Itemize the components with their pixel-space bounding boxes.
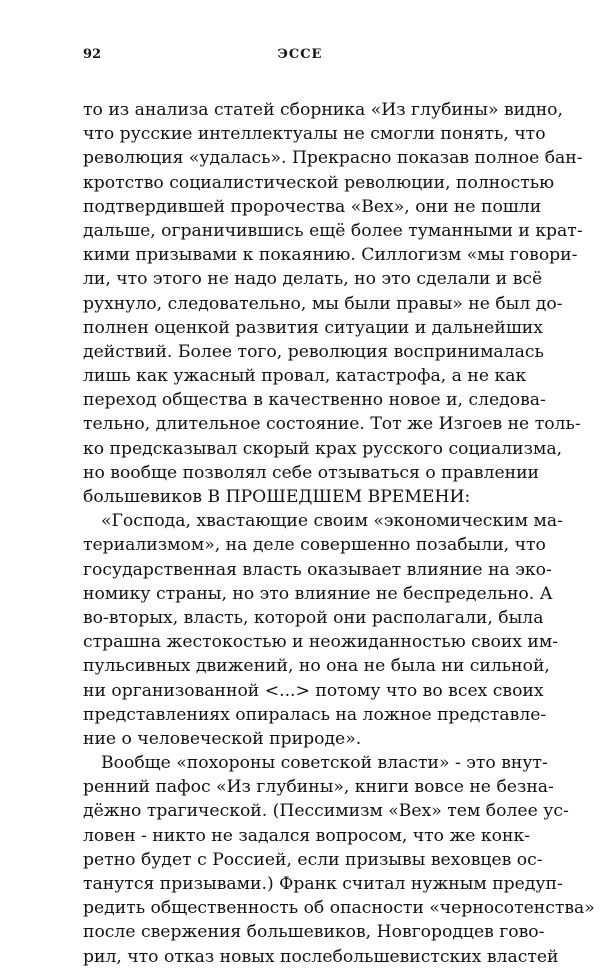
text-line: ли, что этого не надо делать, но это сделали и всё	[83, 269, 543, 290]
text-line: после свержения большевиков, Новгородцев гово-	[83, 922, 545, 943]
text-line: ни организованной <...> потому что во всех своих	[83, 680, 544, 701]
text-line: ко предсказывал скорый крах русского социализма,	[83, 438, 563, 459]
text-line: что русские интеллектуалы не смогли понять, что	[83, 124, 546, 145]
text-line: Вообще «похороны советской власти» - это внут-	[101, 753, 548, 774]
text-line: лишь как ужасный провал, катастрофа, а не как	[83, 366, 527, 387]
text-line: редить общественность об опасности «черносотенства»	[83, 898, 595, 919]
text-line: полнен оценкой развития ситуации и дальнейших	[83, 317, 543, 338]
text-line: ловен - никто не задался вопросом, что же конк-	[83, 825, 530, 846]
text-line: номику страны, но это влияние не беспредельно. А	[83, 583, 553, 604]
text-line: большевиков В ПРОШЕДШЕМ ВРЕМЕНИ:	[83, 487, 471, 507]
text-line: подтвердившей пророчества «Вех», они не пошли	[83, 196, 542, 217]
text-line: революция «удалась». Прекрасно показав полное бан-	[83, 148, 583, 169]
text-line: ретно будет с Россией, если призывы веховцев ос-	[83, 849, 543, 870]
text-line: то из анализа статей сборника «Из глубины» видно,	[83, 100, 563, 120]
text-line: тельно, длительное состояние. Тот же Изгоев не толь-	[83, 414, 581, 435]
text-line: танутся призывами.) Франк считал нужным предуп-	[83, 874, 563, 894]
text-line: но вообще позволял себе отзываться о правлении	[83, 462, 540, 483]
text-line: ренний пафос «Из глубины», книги вовсе не безна-	[83, 777, 554, 798]
text-line: рил, что отказ новых послебольшевистских властей	[83, 946, 559, 967]
running-title: ЭССЕ	[277, 47, 323, 62]
text-line: пульсивных движений, но она не была ни сильной,	[83, 656, 550, 677]
text-line: «Господа, хвастающие своим «экономическим ма-	[101, 511, 563, 532]
text-line: рухнуло, следовательно, мы были правы» не был до-	[83, 293, 563, 314]
text-line: переход общества в качественно новое и, следова-	[83, 390, 546, 411]
text-line: ние о человеческой природе».	[83, 728, 362, 749]
text-line: во-вторых, власть, которой они располагали, была	[83, 607, 544, 628]
text-line: кими призывами к покаянию. Силлогизм «мы говори-	[83, 245, 578, 266]
text-line: действий. Более того, революция воспринималась	[83, 341, 544, 362]
text-line: дёжно трагической. (Пессимизм «Вех» тем более ус-	[83, 801, 569, 822]
text-line: представлениях опиралась на ложное представле-	[83, 704, 547, 725]
text-line: государственная власть оказывает влияние на эко-	[83, 559, 552, 580]
page-number: 92	[83, 47, 102, 62]
text-line: териализмом», на деле совершенно позабыли, что	[83, 535, 546, 556]
text-line: страшна жестокостью и неожиданностью своих им-	[83, 632, 559, 653]
text-line: дальше, ограничившись ещё более туманными и крат-	[83, 220, 583, 241]
body-text	[83, 98, 595, 969]
text-line: кротство социалистической революции, полностью	[83, 172, 555, 193]
